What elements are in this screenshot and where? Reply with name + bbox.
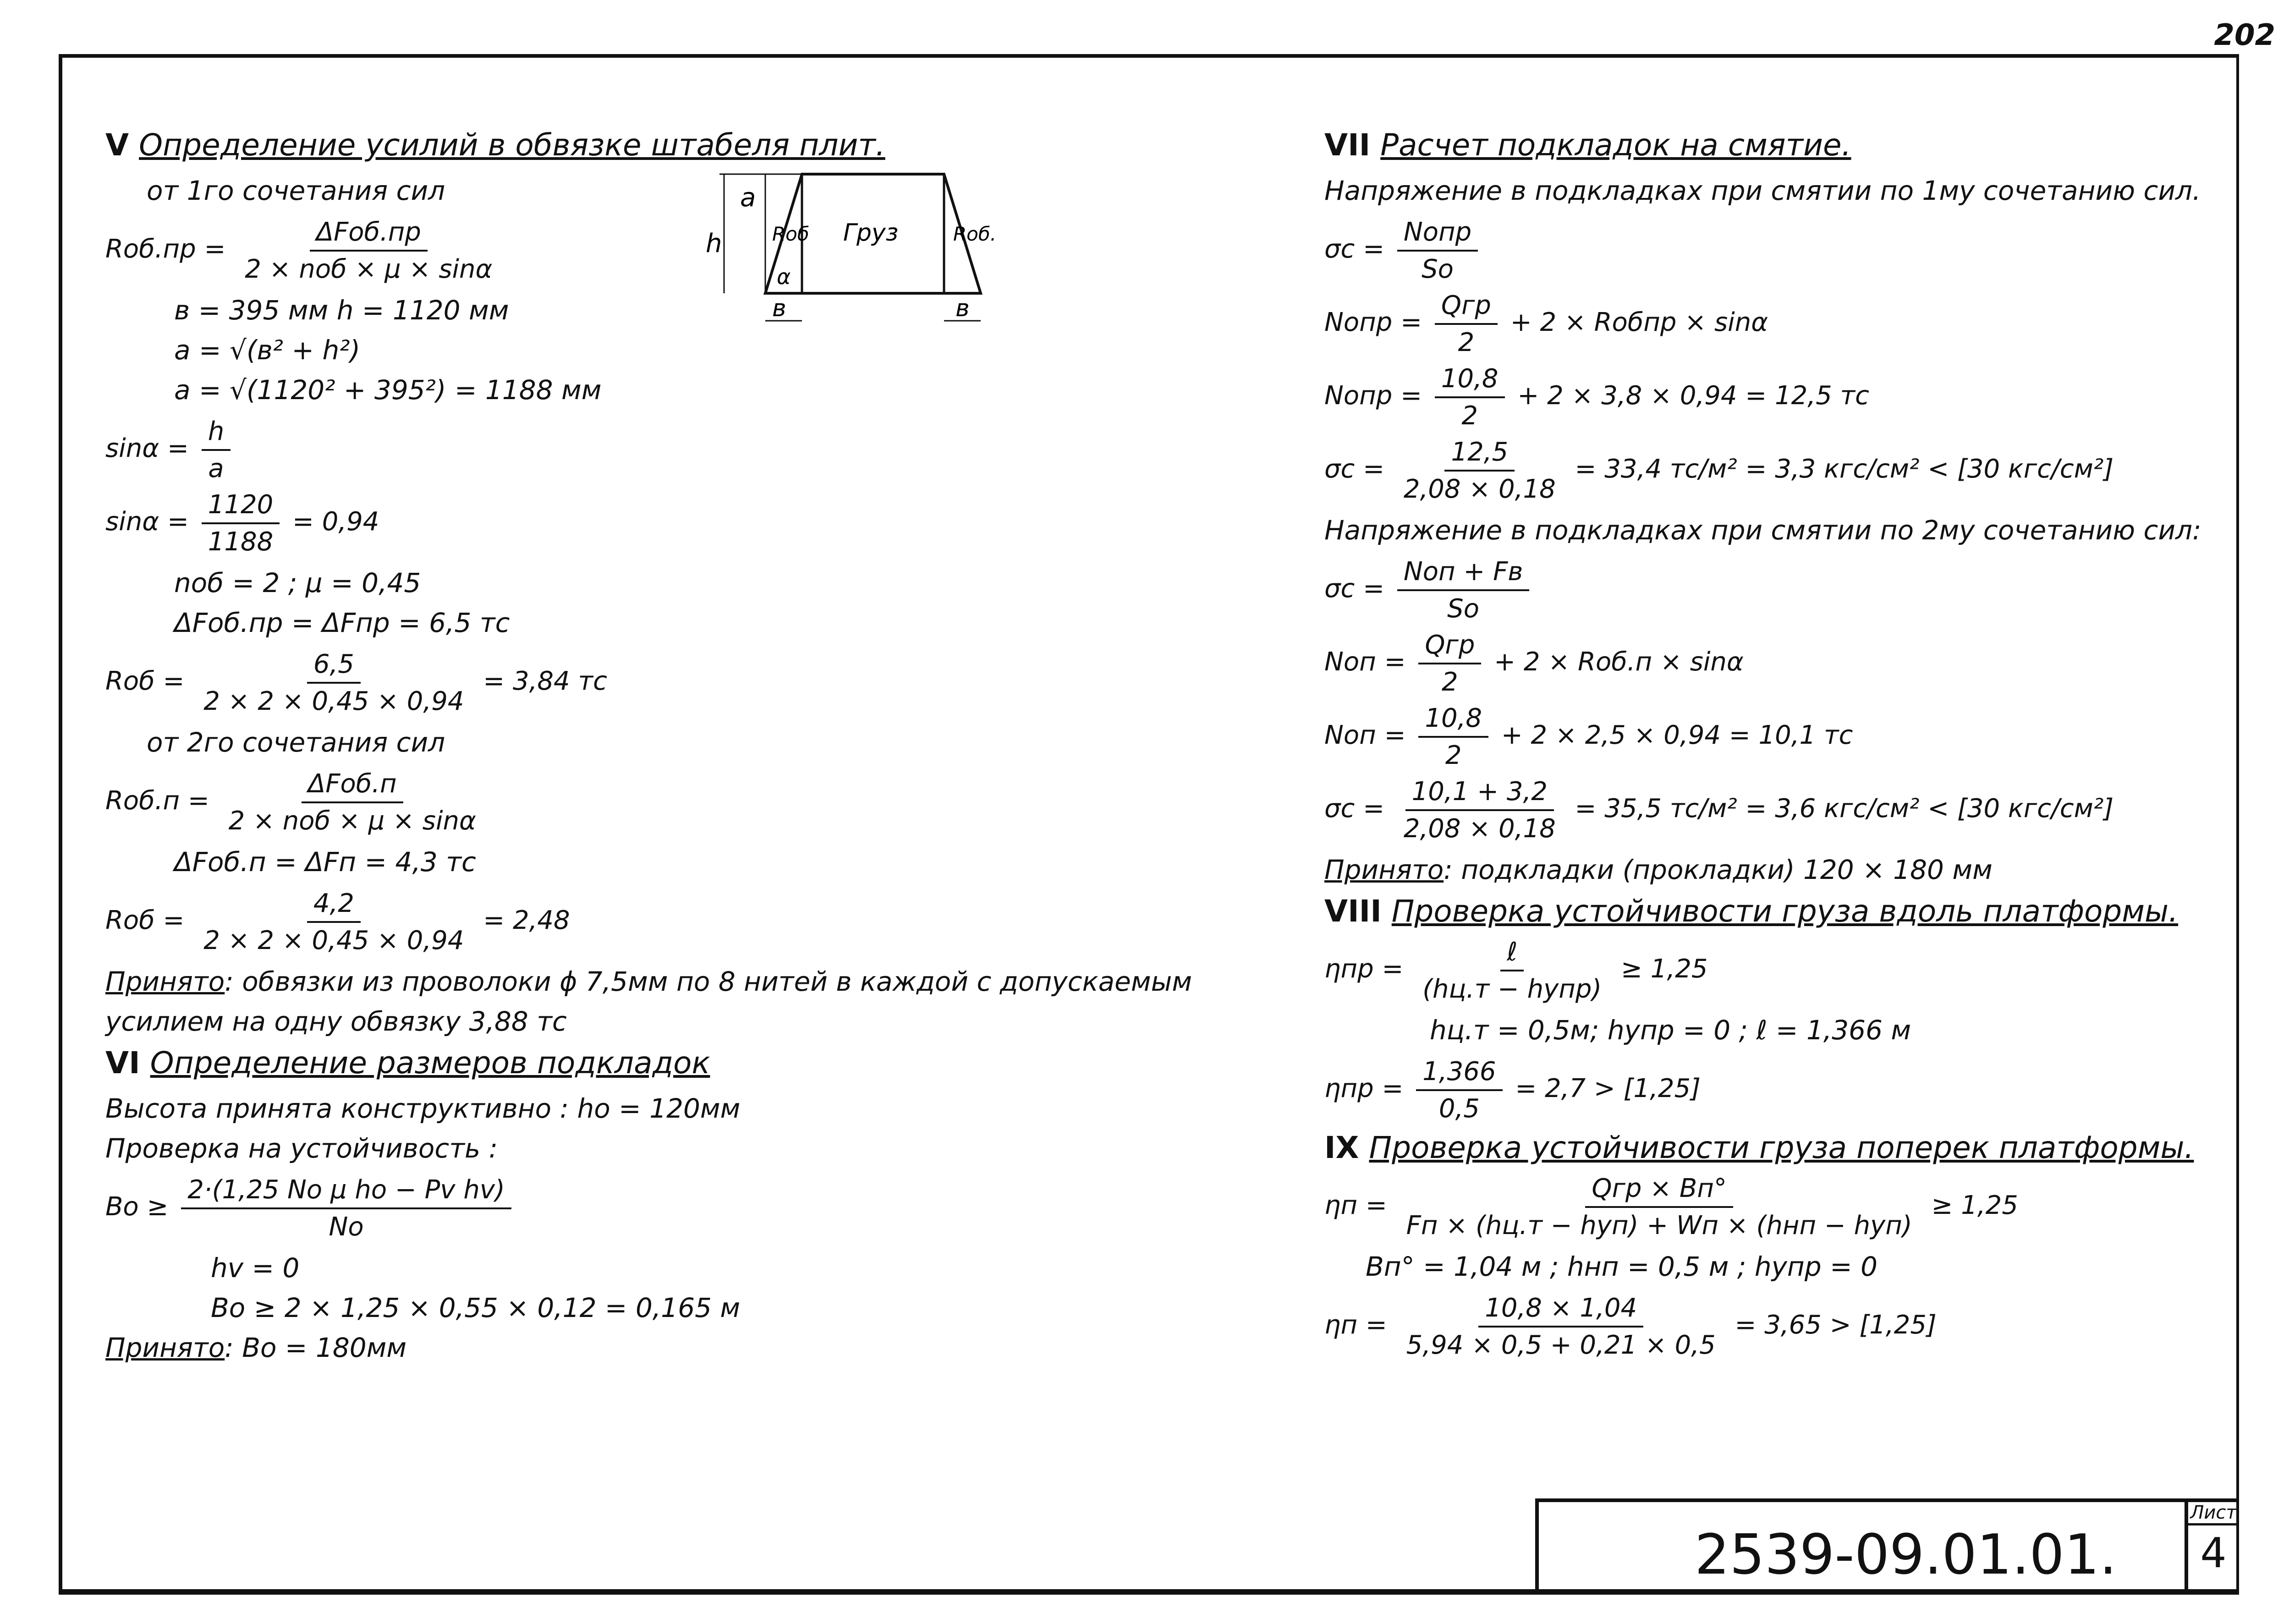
value-sin: sinα = $\frac{1120}{1188}$ = 0,94 (105, 490, 379, 557)
value-eta-n: ηп = $\frac{10,8 \times 1,04}{5,94 \times 0,5 + 0,21 \times 0,5}$ = 3,65 > [1,25] (1324, 1293, 1937, 1360)
combination-1-label: от 1го сочетания сил (147, 175, 445, 206)
section-title: Определение усилий в обвязке штабеля плит. (139, 127, 885, 163)
sheet-label: Лист (2188, 1502, 2239, 1525)
height-text: Высота принята конструктивно : hо = 120мм (105, 1093, 741, 1124)
value-sigma-1: σс = $\frac{12,5}{2,08 \times 0,18}$ = 33,4 тс/м² = 3,3 кгс/см² < [30 кгс/см²] (1324, 437, 2114, 504)
formula-eta-n: ηп = $\frac{\text{Qгр × Bп°}}{\text{Fп × (hц.т − hуп) + Wп × (hнп − hуп)}}$ ≥ 1,25 (1324, 1174, 2018, 1240)
value-sigma-2: σс = $\frac{10,1 + 3,2}{2,08 \times 0,18}$ = 35,5 тс/м² = 3,6 кгс/см² < [30 кгс/см²] (1324, 777, 2114, 844)
title-block (1535, 1498, 2239, 1595)
section-number: VII (1324, 127, 1371, 163)
accepted-bindings-cont: усилием на одну обвязку 3,88 тс (105, 1006, 567, 1037)
delta-f-n: ΔFоб.п = ΔFп = 4,3 тс (174, 846, 476, 878)
archive-sheet-number: 202 (2214, 18, 2275, 52)
section-viii-heading (1324, 894, 2218, 929)
formula-n0-1: Nопр = $\frac{\text{Qгр}}{2}$ + 2 × Rобпр × sinα (1324, 291, 1768, 357)
delta-f: ΔFоб.пр = ΔFпр = 6,5 тс (174, 607, 510, 638)
right-column (1324, 124, 2218, 1366)
value-n0-2: Nоп = $\frac{10,8}{2}$ + 2 × 2,5 × 0,94 = 10,1 тс (1324, 703, 1853, 770)
value-r-ob-2: Rоб = $\frac{4,2}{2 \times 2 \times 0,45 \times 0,94}$ = 2,48 (105, 889, 570, 955)
section-vi-heading (105, 1045, 1251, 1081)
value-eta-pr: ηпр = $\frac{1,366}{0,5}$ = 2,7 > [1,25] (1324, 1057, 1701, 1124)
label-cargo: Груз (843, 219, 899, 247)
formula-a: a = √(в² + h²) (174, 335, 361, 366)
combination-2-label: от 2го сочетания сил (147, 727, 445, 758)
label-alpha: α (777, 264, 791, 289)
formula-sigma-1: σс = $\frac{\text{Nопр}}{Sо}$ (1324, 217, 2218, 284)
section-ix-heading (1324, 1130, 2218, 1165)
section-title: Проверка устойчивости груза поперек платформы. (1369, 1130, 2194, 1165)
accepted-b0: Принято: Bо = 180мм (105, 1332, 407, 1363)
formula-sin: sinα = $\frac{h}{a}$ (105, 417, 1251, 483)
accepted-pads: Принято: подкладки (прокладки) 120 × 180 мм (1324, 854, 1993, 885)
label-a: a (740, 183, 756, 213)
accepted-bindings: Принято: обвязки из проволоки ϕ 7,5мм по 8 нитей в каждой с допускаемым (105, 966, 1192, 997)
formula-r-ob: Rоб.пр = $\frac{\text{ΔFоб.пр}}{\text{2 × nоб × μ × sinα}}$ (105, 217, 493, 284)
section-v-heading (105, 127, 1251, 163)
label-r-right: Rоб. (953, 223, 997, 245)
sheet-cell (2185, 1502, 2239, 1595)
label-r-left: Rоб (772, 223, 809, 245)
section-title: Проверка устойчивости груза вдоль платформы. (1391, 894, 2179, 929)
label-h: h (706, 229, 722, 258)
section-title: Расчет подкладок на смятие. (1380, 127, 1851, 163)
value-n0-1: Nопр = $\frac{10,8}{2}$ + 2 × 3,8 × 0,94 = 12,5 тс (1324, 364, 1869, 431)
values-viii: hц.т = 0,5м; hупр = 0 ; ℓ = 1,366 м (1430, 1015, 1911, 1046)
formula-eta-pr: ηпр = $\frac{\text{ℓ}}{\text{(hц.т − hупр)}}$ ≥ 1,25 (1324, 937, 1708, 1004)
section-number: VI (105, 1045, 140, 1081)
formula-b0: Bо ≥ $\frac{\text{2·(1,25 Nо μ hо − Pv hv)}}{Nо}$ (105, 1175, 1251, 1242)
formula-n0-2: Nоп = $\frac{\text{Qгр}}{2}$ + 2 × Rоб.п × sinα (1324, 630, 1744, 697)
section-number: IX (1324, 1130, 1359, 1165)
stress-comb-1: Напряжение в подкладках при смятии по 1му сочетанию сил. (1324, 175, 2201, 206)
value-hv: hv = 0 (211, 1252, 300, 1284)
left-column (105, 124, 1251, 1368)
section-vii-heading (1324, 127, 2218, 163)
params-n-mu: nоб = 2 ; μ = 0,45 (174, 567, 421, 598)
value-r-ob-1: Rоб = $\frac{6,5}{2 \times 2 \times 0,45 \times 0,94}$ = 3,84 тс (105, 649, 607, 716)
value-b0: Bо ≥ 2 × 1,25 × 0,55 × 0,12 = 0,165 м (211, 1292, 741, 1323)
formula-r-ob-2: Rоб.п = $\frac{\text{ΔFоб.п}}{\text{2 × nоб × μ × sinα}}$ (105, 769, 476, 836)
section-number: V (105, 127, 129, 163)
sheet-value: 4 (2200, 1529, 2227, 1577)
stress-comb-2: Напряжение в подкладках при смятии по 2му сочетанию сил: (1324, 515, 2201, 546)
values-ix: Bп° = 1,04 м ; hнп = 0,5 м ; hупр = 0 (1366, 1251, 1878, 1282)
value-a: a = √(1120² + 395²) = 1188 мм (174, 374, 602, 406)
cargo-diagram (697, 165, 1072, 422)
document-code: 2539-09.01.01. (1695, 1523, 2117, 1587)
formula-sigma-2: σс = $\frac{\text{Nоп + Fв}}{Sо}$ (1324, 557, 2218, 624)
label-b-right: в (955, 295, 970, 322)
stability-check-label: Проверка на устойчивость : (105, 1133, 498, 1164)
label-b-left: в (772, 295, 786, 322)
section-number: VIII (1324, 894, 1382, 929)
section-title: Определение размеров подкладок (150, 1045, 710, 1081)
dimensions-b-h: в = 395 мм h = 1120 мм (174, 295, 509, 326)
